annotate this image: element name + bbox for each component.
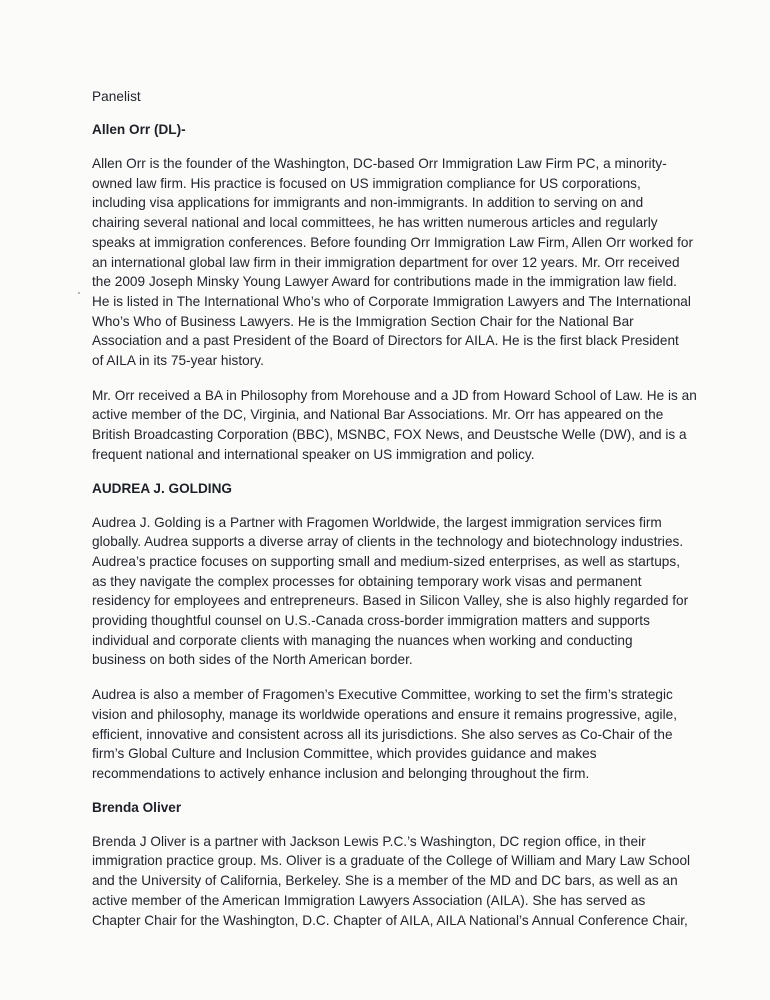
panelist-section: [92, 121, 697, 465]
text-line: chairing several national and local committees, he has written numerous articles and regularly: [92, 215, 658, 231]
text-line: He is listed in The International Who’s who of Corporate Immigration Lawyers and The International: [92, 293, 691, 309]
bio-paragraph: [92, 386, 697, 465]
text-line: the 2009 Joseph Minsky Young Lawyer Award for contributions made in the immigration law field.: [92, 274, 677, 290]
panelist-name: Allen Orr (DL)-: [92, 122, 186, 137]
text-line: and the University of California, Berkeley. She is a member of the MD and DC bars, as well as an: [92, 873, 678, 889]
text-line: Audrea J. Golding is a Partner with Fragomen Worldwide, the largest immigration services firm: [92, 514, 662, 530]
panelist-name: Brenda Oliver: [92, 799, 182, 815]
text-line: an international global law firm in their immigration department for over 12 years. Mr. Orr received: [92, 254, 680, 270]
text-line: globally. Audrea supports a diverse array of clients in the technology and biotechnology industries.: [92, 534, 684, 550]
text-line: Mr. Orr received a BA in Philosophy from Morehouse and a JD from Howard School of Law. He is an: [92, 387, 697, 403]
panelist-section: [92, 480, 692, 784]
text-line: of AILA in its 75-year history.: [92, 353, 264, 369]
text-line: vision and philosophy, manage its worldwide operations and ensure it remains progressive, agile,: [92, 706, 678, 722]
text-line: Audrea’s practice focuses on supporting small and medium-sized enterprises, as well as startups,: [92, 553, 680, 569]
panelist-name: AUDREA J. GOLDING: [92, 480, 232, 496]
bio-paragraph: [92, 685, 692, 784]
page-heading: Panelist: [92, 89, 141, 104]
text-line: providing thoughtful counsel on U.S.-Canada cross-border immigration matters and supports: [92, 613, 650, 629]
text-line: residency for employees and entrepreneurs. Based in Silicon Valley, she is also highly regarded for: [92, 593, 689, 609]
text-line: individual and corporate clients with managing the nuances when working and conducting: [92, 632, 633, 648]
text-line: Chapter Chair for the Washington, D.C. Chapter of AILA, AILA National’s Annual Conference Chair,: [92, 912, 688, 928]
text-line: Association and a past President of the Board of Directors for AILA. He is the first black President: [92, 333, 679, 349]
text-line: firm’s Global Culture and Inclusion Committee, which provides guidance and makes: [92, 746, 597, 762]
text-line: as they navigate the complex processes for obtaining temporary work visas and permanent: [92, 573, 642, 589]
text-line: speaks at immigration conferences. Before founding Orr Immigration Law Firm, Allen Orr worked for: [92, 234, 694, 250]
bio-paragraph: [92, 154, 692, 371]
bio-paragraph: [92, 513, 692, 671]
text-line: Audrea is also a member of Fragomen’s Executive Committee, working to set the firm’s strategic: [92, 687, 673, 703]
text-line: Allen Orr is the founder of the Washington, DC-based Orr Immigration Law Firm PC, a minority-: [92, 156, 667, 171]
text-line: active member of the DC, Virginia, and National Bar Associations. Mr. Orr has appeared on the: [92, 407, 664, 423]
text-line: business on both sides of the North American border.: [92, 652, 413, 668]
text-line: including visa applications for immigrants and non-immigrants. In addition to serving on and: [92, 195, 644, 211]
text-line: British Broadcasting Corporation (BBC), MSNBC, FOX News, and Deustsche Welle (DW), and is a: [92, 427, 687, 443]
scan-speck: [78, 292, 80, 294]
text-line: frequent national and international speaker on US immigration and policy.: [92, 446, 535, 462]
document-page: [92, 88, 697, 945]
text-line: immigration practice group. Ms. Oliver is a graduate of the College of William and Mary Law School: [92, 853, 691, 869]
text-line: efficient, innovative and consistent across all its jurisdictions. She also serves as Co-Chair of the: [92, 726, 673, 742]
text-line: Who’s Who of Business Lawyers. He is the Immigration Section Chair for the National Bar: [92, 313, 634, 329]
text-line: active member of the American Immigration Lawyers Association (AILA). She has served as: [92, 892, 646, 908]
text-line: Brenda J Oliver is a partner with Jackson Lewis P.C.’s Washington, DC region office, in their: [92, 833, 646, 849]
text-line: recommendations to actively enhance inclusion and belonging throughout the firm.: [92, 765, 590, 781]
bio-paragraph: [92, 832, 692, 931]
panelist-section: [92, 799, 692, 931]
text-line: owned law firm. His practice is focused on US immigration compliance for US corporations,: [92, 175, 641, 191]
